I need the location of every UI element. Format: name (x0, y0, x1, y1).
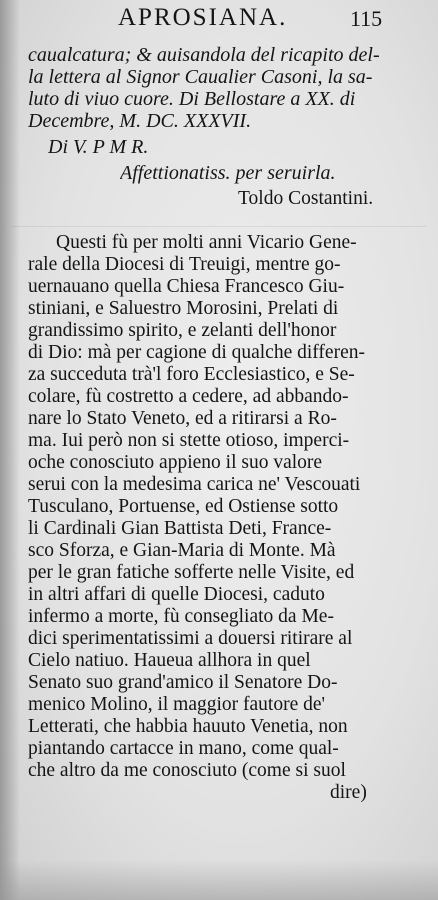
body-line: ma. Iui però non si stette otioso, imperci- (28, 430, 350, 451)
body-line: rale della Diocesi di Treuigi, mentre go- (28, 254, 341, 275)
body-line: infermo a morte, fù consegliato da Me- (28, 606, 334, 627)
letter-valediction: Affettionatiss. per seruirla. (120, 162, 336, 184)
letter-signature: Toldo Costantini. (238, 188, 374, 209)
page-edge-shadow (0, 860, 438, 900)
body-line: di Dio: mà per cagione di qualche differen- (28, 342, 365, 363)
page-number: 115 (350, 6, 383, 31)
body-line: dici sperimentatissimi a douersi ritirare al (28, 628, 353, 649)
body-line: oche conosciuto appieno il suo valore (28, 452, 323, 473)
body-line: per le gran fatiche sofferte nelle Visite, ed (28, 562, 355, 583)
letter-line: luto di viuo cuore. Di Bellostare a XX. di (28, 88, 356, 110)
letter-line: la lettera al Signor Caualier Casoni, la sa- (28, 66, 373, 88)
body-line: Cielo natiuo. Haueua allhora in quel (28, 650, 311, 671)
body-line: menico Molino, il maggior fautore de' (28, 694, 326, 715)
page-header (0, 4, 438, 44)
gutter-shadow (0, 0, 20, 900)
body-line: za succeduta trà'l foro Ecclesiastico, e Se- (28, 364, 355, 385)
body-line: stiniani, e Saluestro Morosini, Prelati di (28, 298, 339, 319)
body-line: piantando cartacce in mano, come qual- (28, 738, 339, 759)
body-line: Tusculano, Portuense, ed Ostiense sotto (28, 496, 339, 517)
body-line: grandissimo spirito, e zelanti dell'honor (28, 320, 337, 341)
body-line: Letterati, che habbia hauuto Venetia, non (28, 716, 348, 737)
body-line: sco Sforza, e Gian-Maria di Monte. Mà (28, 540, 336, 561)
body-line: Questi fù per molti anni Vicario Gene- (56, 232, 357, 253)
body-line: colare, fù costretto a cedere, ad abbando- (28, 386, 349, 407)
section-gap (12, 226, 426, 227)
body-line: che altro da me conosciuto (come si suol (28, 760, 346, 781)
letter-line: caualcatura; & auisandola del ricapito del- (28, 44, 380, 66)
body-line: in altri affari di quelle Diocesi, caduto (28, 584, 325, 605)
body-line: dire) (330, 782, 367, 803)
body-line: uernauano quella Chiesa Francesco Giu- (28, 276, 345, 297)
letter-line: Decembre, M. DC. XXXVII. (28, 110, 252, 132)
running-title: APROSIANA. (118, 4, 288, 31)
body-line: serui con la medesima carica ne' Vescouati (28, 474, 361, 495)
body-line: Senato suo grand'amico il Senatore Do- (28, 672, 338, 693)
body-line: nare lo Stato Veneto, ed a ritirarsi a Ro- (28, 408, 337, 429)
letter-salutation: Di V. P M R. (48, 136, 149, 158)
body-line: li Cardinali Gian Battista Deti, France- (28, 518, 332, 539)
